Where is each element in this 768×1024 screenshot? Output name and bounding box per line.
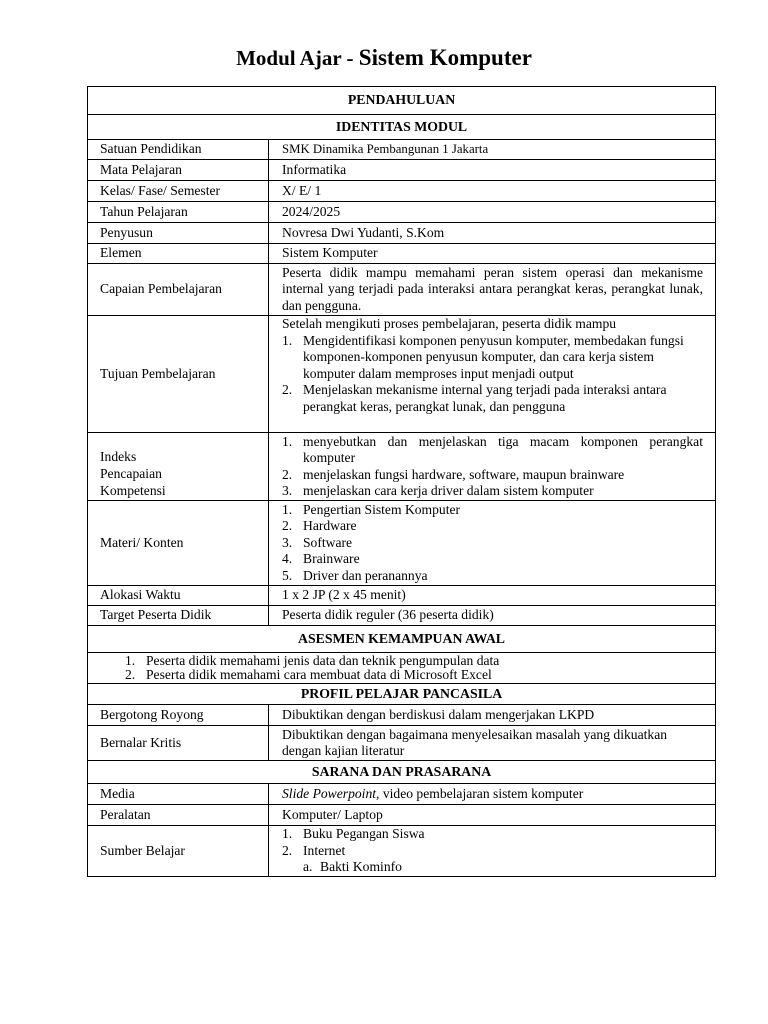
elemen-label: Elemen [88, 244, 269, 264]
elemen-value: Sistem Komputer [269, 244, 716, 264]
list-item: 1. menyebutkan dan menjelaskan tiga macam komponen perangkat komputer [282, 433, 703, 465]
list-item: 4. Brainware [282, 551, 360, 567]
list-item: 1. Mengidentifikasi komponen penyusun komputer, membedakan fungsi komponen-komponen penyusun komputer, dan cara kerja sistem komputer dalam memproses input menjadi output [282, 332, 684, 381]
list-item: 5. Driver dan peranannya [282, 567, 428, 583]
peralatan-value: Komputer/ Laptop [269, 805, 716, 826]
mata-pelajaran-value: Informatika [269, 160, 716, 181]
list-item: 2. Internet [282, 842, 346, 858]
list-item: 2. Peserta didik memahami cara membuat data di Microsoft Excel [125, 667, 492, 682]
list-item: 1. Peserta didik memahami jenis data dan teknik pengumpulan data [125, 652, 500, 668]
alokasi-waktu-value: 1 x 2 JP (2 x 45 menit) [269, 586, 716, 606]
tahun-pelajaran-label: Tahun Pelajaran [88, 202, 269, 223]
penyusun-value: Novresa Dwi Yudanti, S.Kom [269, 223, 716, 244]
bergotong-royong-label: Bergotong Royong [88, 705, 269, 726]
bergotong-royong-value: Dibuktikan dengan berdiskusi dalam mengerjakan LKPD [269, 705, 716, 726]
sumber-list [282, 826, 703, 859]
tujuan-intro: Setelah mengikuti proses pembelajaran, peserta didik mampu [282, 316, 617, 331]
kelas-fase-semester-label: Kelas/ Fase/ Semester [88, 181, 269, 202]
list-item: 3. Software [282, 534, 353, 550]
indeks-pencapaian-label: Indeks Pencapaian Kompetensi [88, 433, 269, 501]
section-identitas-modul: IDENTITAS MODUL [88, 115, 716, 140]
media-label: Media [88, 784, 269, 805]
materi-list [282, 502, 703, 585]
module-table [87, 86, 716, 877]
list-item: 2. Hardware [282, 518, 357, 534]
section-profil: PROFIL PELAJAR PANCASILA [88, 684, 716, 705]
media-value: Slide Powerpoint, video pembelajaran sistem komputer [269, 784, 716, 805]
tujuan-list [282, 333, 703, 416]
tahun-pelajaran-value: 2024/2025 [269, 202, 716, 223]
list-item: 2. Menjelaskan mekanisme internal yang terjadi pada interaksi antara perangkat keras, perangkat lunak, dan pengguna [282, 382, 667, 414]
section-pendahuluan: PENDAHULUAN [88, 87, 716, 115]
tujuan-pembelajaran-value [269, 316, 716, 433]
materi-konten-value [269, 501, 716, 586]
list-item: 3. menjelaskan cara kerja driver dalam sistem komputer [282, 483, 594, 498]
title-subject: Sistem Komputer [358, 45, 532, 70]
peralatan-label: Peralatan [88, 805, 269, 826]
target-peserta-label: Target Peserta Didik [88, 606, 269, 626]
bernalar-kritis-value: Dibuktikan dengan bagaimana menyelesaikan masalah yang dikuatkan dengan kajian literatur [269, 726, 716, 761]
penyusun-label: Penyusun [88, 223, 269, 244]
list-item: 1. Buku Pegangan Siswa [282, 826, 425, 842]
list-item: 1. Pengertian Sistem Komputer [282, 501, 461, 517]
page-title [0, 44, 768, 72]
bernalar-kritis-label: Bernalar Kritis [88, 726, 269, 761]
target-peserta-value: Peserta didik reguler (36 peserta didik) [269, 606, 716, 626]
sumber-belajar-value [269, 826, 716, 877]
indeks-list [282, 434, 703, 500]
satuan-pendidikan-value: SMK Dinamika Pembangunan 1 Jakarta [269, 140, 716, 160]
sumber-sub-list [282, 859, 703, 876]
capaian-pembelajaran-label: Capaian Pembelajaran [88, 264, 269, 316]
asesmen-list [125, 654, 711, 683]
section-sarana: SARANA DAN PRASARANA [88, 761, 716, 784]
capaian-pembelajaran-value: Peserta didik mampu memahami peran sistem operasi dan mekanisme internal yang terjadi pada interaksi antara perangkat keras, perangkat lunak, dan pengguna. [269, 264, 716, 316]
section-asesmen: ASESMEN KEMAMPUAN AWAL [88, 626, 716, 653]
kelas-fase-semester-value: X/ E/ 1 [269, 181, 716, 202]
tujuan-pembelajaran-label: Tujuan Pembelajaran [88, 316, 269, 433]
asesmen-value [88, 653, 716, 684]
mata-pelajaran-label: Mata Pelajaran [88, 160, 269, 181]
title-prefix: Modul Ajar - [236, 46, 359, 70]
alokasi-waktu-label: Alokasi Waktu [88, 586, 269, 606]
materi-konten-label: Materi/ Konten [88, 501, 269, 586]
sumber-belajar-label: Sumber Belajar [88, 826, 269, 877]
list-item: 2. menjelaskan fungsi hardware, software, maupun brainware [282, 466, 625, 482]
indeks-pencapaian-value [269, 433, 716, 501]
satuan-pendidikan-label: Satuan Pendidikan [88, 140, 269, 160]
list-item: a. Bakti Kominfo [303, 859, 402, 875]
